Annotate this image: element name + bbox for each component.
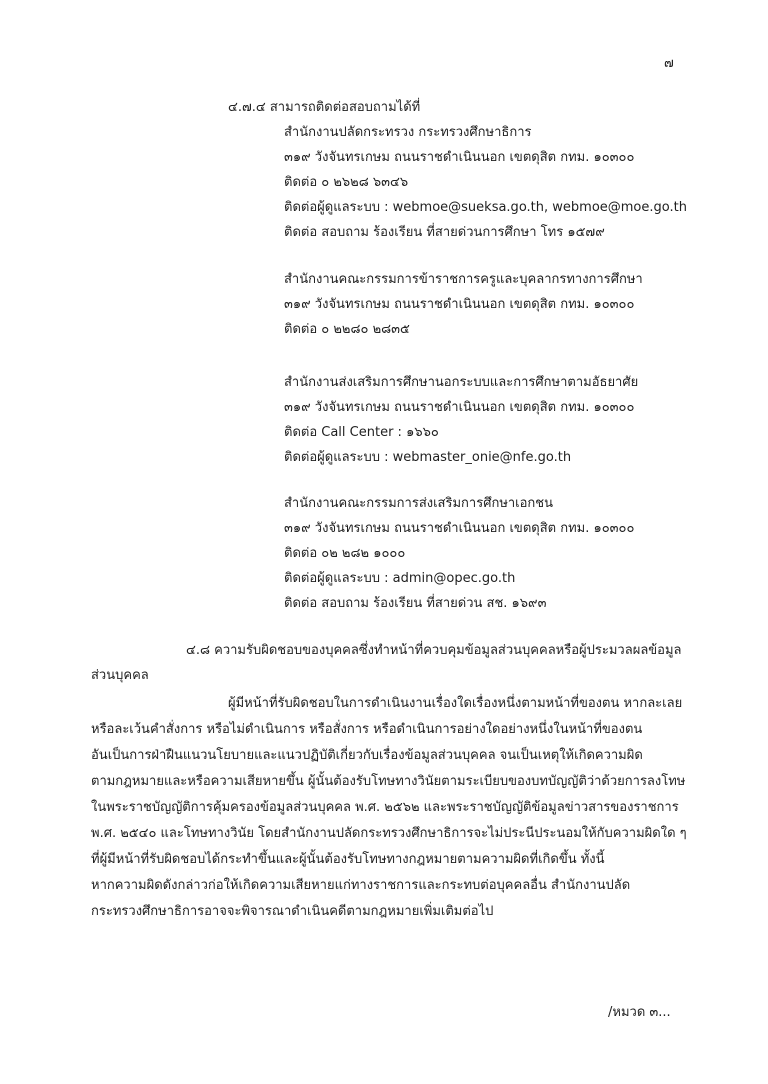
paragraph-line: กระทรวงศึกษาธิการอาจจะพิจารณาดำเนินคดีตามกฎหมายเพิ่มเติมต่อไป xyxy=(91,904,494,919)
paragraph-line: ตามกฎหมายและหรือความเสียหายขึ้น ผู้นั้นต้องรับโทษทางวินัยตามระเบียบของบทบัญญัติว่าด้วยการลงโทษ xyxy=(91,774,686,789)
office-1-hotline: ติดต่อ สอบถาม ร้องเรียน ที่สายด่วนการศึกษา โทร ๑๕๗๙ xyxy=(284,225,605,240)
office-1-phone: ติดต่อ ๐ ๒๖๒๘ ๖๓๔๖ xyxy=(284,175,409,190)
footer-continuation: /หมวด ๓... xyxy=(608,1005,671,1020)
office-2-phone: ติดต่อ ๐ ๒๒๘๐ ๒๘๓๕ xyxy=(284,322,410,337)
office-1-address: ๓๑๙ วังจันทรเกษม ถนนราชดำเนินนอก เขตดุสิต กทม. ๑๐๓๐๐ xyxy=(284,150,635,165)
office-4-phone: ติดต่อ ๐๒ ๒๘๒ ๑๐๐๐ xyxy=(284,546,406,561)
office-3-name: สำนักงานส่งเสริมการศึกษานอกระบบและการศึกษาตามอัธยาศัย xyxy=(284,375,639,390)
office-4-address: ๓๑๙ วังจันทรเกษม ถนนราชดำเนินนอก เขตดุสิต กทม. ๑๐๓๐๐ xyxy=(284,521,635,536)
office-4-admin-email: ติดต่อผู้ดูแลระบบ : admin@opec.go.th xyxy=(284,571,516,586)
page-number: ๗ xyxy=(664,56,674,71)
section-48-heading: ๔.๘ ความรับผิดชอบของบุคคลซึ่งทำหน้าที่ควบคุมข้อมูลส่วนบุคคลหรือผู้ประมวลผลข้อมูล xyxy=(186,643,682,658)
office-3-address: ๓๑๙ วังจันทรเกษม ถนนราชดำเนินนอก เขตดุสิต กทม. ๑๐๓๐๐ xyxy=(284,400,635,415)
office-4-hotline: ติดต่อ สอบถาม ร้องเรียน ที่สายด่วน สช. ๑๖๙๓ xyxy=(284,596,547,611)
paragraph-line: ในพระราชบัญญัติการคุ้มครองข้อมูลส่วนบุคคล พ.ศ. ๒๕๖๒ และพระราชบัญญัติข้อมูลข่าวสารของราชการ xyxy=(91,800,679,815)
paragraph-line: อันเป็นการฝ่าฝืนแนวนโยบายและแนวปฏิบัติเกี่ยวกับเรื่องข้อมูลส่วนบุคคล จนเป็นเหตุให้เกิดความผิด xyxy=(91,748,643,763)
office-2-address: ๓๑๙ วังจันทรเกษม ถนนราชดำเนินนอก เขตดุสิต กทม. ๑๐๓๐๐ xyxy=(284,297,635,312)
office-1-name: สำนักงานปลัดกระทรวง กระทรวงศึกษาธิการ xyxy=(284,125,532,140)
paragraph-line: ที่ผู้มีหน้าที่รับผิดชอบได้กระทำขึ้นและผู้นั้นต้องรับโทษทางกฎหมายตามความผิดที่เกิดขึ้น ทั้งนี้ xyxy=(91,852,605,867)
paragraph-line: หากความผิดดังกล่าวก่อให้เกิดความเสียหายแก่ทางราชการและกระทบต่อบุคคลอื่น สำนักงานปลัด xyxy=(91,878,631,893)
office-1-admin-email: ติดต่อผู้ดูแลระบบ : webmoe@sueksa.go.th, webmoe@moe.go.th xyxy=(284,200,687,215)
office-4-name: สำนักงานคณะกรรมการส่งเสริมการศึกษาเอกชน xyxy=(284,496,554,511)
contact-heading: ๔.๗.๔ สามารถติดต่อสอบถามได้ที่ xyxy=(228,100,421,115)
office-3-call-center: ติดต่อ Call Center : ๑๖๖๐ xyxy=(284,425,439,440)
office-3-admin-email: ติดต่อผู้ดูแลระบบ : webmaster_onie@nfe.go.th xyxy=(284,450,572,465)
paragraph-line: พ.ศ. ๒๕๔๐ และโทษทางวินัย โดยสำนักงานปลัดกระทรวงศึกษาธิการจะไม่ประนีประนอมให้กับความผิดใด ๆ xyxy=(91,826,687,841)
section-48-heading-cont: ส่วนบุคคล xyxy=(91,668,149,683)
paragraph-line: ผู้มีหน้าที่รับผิดชอบในการดำเนินงานเรื่องใดเรื่องหนึ่งตามหน้าที่ของตน หากละเลย xyxy=(228,696,683,711)
office-2-name: สำนักงานคณะกรรมการข้าราชการครูและบุคลากรทางการศึกษา xyxy=(284,272,643,287)
paragraph-line: หรือละเว้นคำสั่งการ หรือไม่ดำเนินการ หรือสั่งการ หรือดำเนินการอย่างใดอย่างหนึ่งในหน้าที่ของตน xyxy=(91,722,643,737)
